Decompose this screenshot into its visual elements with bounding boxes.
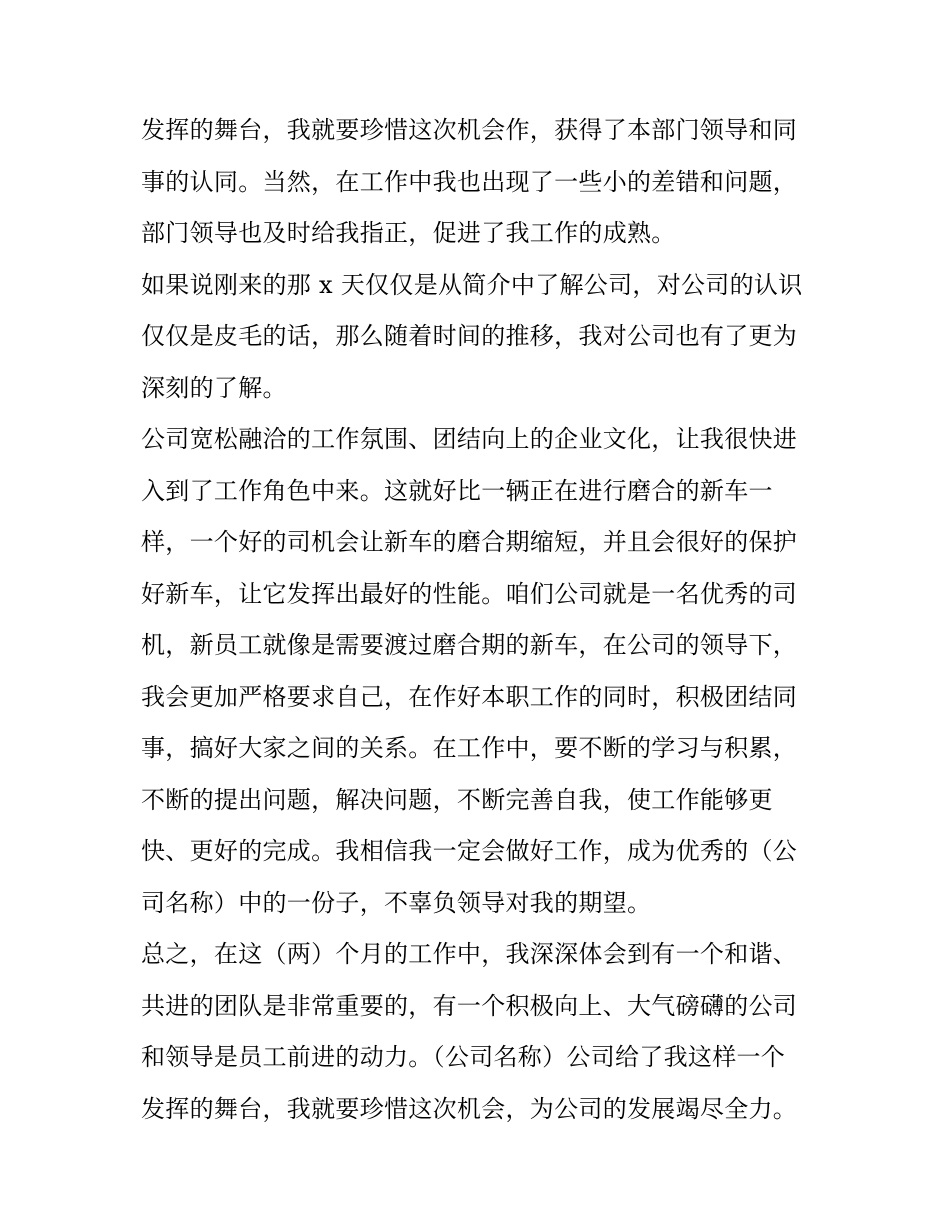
text-line: 样，一个好的司机会让新车的磨合期缩短，并且会很好的保护	[141, 528, 798, 556]
text-line: 仅仅是皮毛的话，那么随着时间的推移，我对公司也有了更为	[141, 322, 798, 350]
text-line: 司名称）中的一份子，不辜负领导对我的期望。	[141, 888, 652, 917]
text-line: 共进的团队是非常重要的，有一个积极向上、大气磅礴的公司	[141, 991, 798, 1020]
text-line: 事的认同。当然，在工作中我也出现了一些小的差错和问题，	[141, 167, 798, 196]
text-line: 深刻的了解。	[141, 373, 287, 402]
text-line: 快、更好的完成。我相信我一定会做好工作，成为优秀的（公	[141, 837, 798, 865]
text-line: 机，新员工就像是需要渡过磨合期的新车，在公司的领导下，	[141, 631, 798, 659]
text-line: 发挥的舞台，我就要珍惜这次机会作，获得了本部门领导和同	[141, 116, 798, 144]
text-line: 部门领导也及时给我指正，促进了我工作的成熟。	[141, 219, 676, 247]
text-line: 发挥的舞台，我就要珍惜这次机会，为公司的发展竭尽全力。	[141, 1094, 798, 1123]
document-body	[141, 105, 821, 1135]
text-line: 公司宽松融洽的工作氛围、团结向上的企业文化，让我很快进	[141, 425, 798, 453]
text-line: 好新车，让它发挥出最好的性能。咱们公司就是一名优秀的司	[141, 579, 798, 608]
text-line: 如果说刚来的那 x 天仅仅是从简介中了解公司，对公司的认识	[141, 270, 803, 299]
text-line: 和领导是员工前进的动力。（公司名称）公司给了我这样一个	[141, 1043, 786, 1071]
text-line: 入到了工作角色中来。这就好比一辆正在进行磨合的新车一	[141, 476, 773, 505]
text-line: 事，搞好大家之间的关系。在工作中，要不断的学习与积累，	[141, 734, 798, 762]
text-line: 不断的提出问题，解决问题，不断完善自我，使工作能够更	[141, 785, 773, 814]
text-line: 我会更加严格要求自己，在作好本职工作的同时，积极团结同	[141, 682, 798, 711]
text-line: 总之，在这（两）个月的工作中，我深深体会到有一个和谐、	[141, 940, 798, 968]
